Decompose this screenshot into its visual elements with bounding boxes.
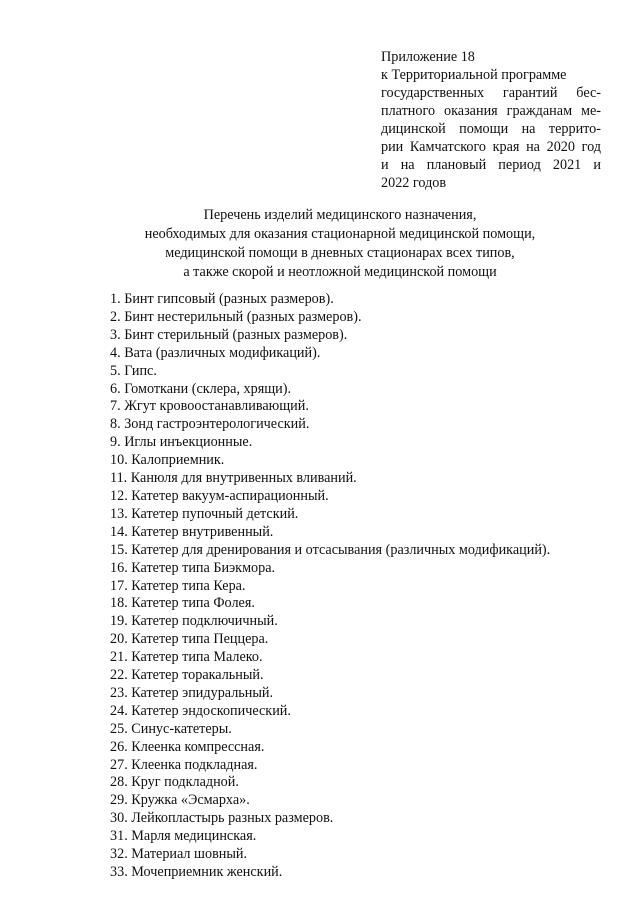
list-item: 1. Бинт гипсовый (разных размеров). <box>110 291 334 307</box>
list-item: 19. Катетер подключичный. <box>110 613 278 630</box>
list-item: 9. Иглы инъекционные. <box>110 434 253 451</box>
title-line: медицинской помощи в дневных стационарах всех типов, <box>165 245 515 261</box>
list-item: 30. Лейкопластырь разных размеров. <box>110 810 334 827</box>
list-item: 17. Катетер типа Кера. <box>110 577 246 594</box>
appendix-header <box>381 48 601 192</box>
list-item: 24. Катетер эндоскопический. <box>110 702 291 719</box>
appendix-line: Приложение 18 <box>381 49 475 65</box>
list-item: 27. Клеенка подкладная. <box>110 756 258 773</box>
title-line: Перечень изделий медицинского назначения, <box>203 207 477 223</box>
list-item: 3. Бинт стерильный (разных размеров). <box>110 326 348 343</box>
list-item: 15. Катетер для дренирования и отсасывания (различных модификаций). <box>110 541 551 558</box>
list-item: 32. Материал шовный. <box>110 846 248 863</box>
list-item: 33. Мочеприемник женский. <box>110 864 283 880</box>
appendix-line: платного оказания гражданам ме- <box>381 103 601 119</box>
list-item: 2. Бинт нестерильный (разных размеров). <box>110 308 362 325</box>
items-list <box>110 291 550 882</box>
list-item: 28. Круг подкладной. <box>110 774 239 791</box>
list-item: 29. Кружка «Эсмарха». <box>110 792 250 809</box>
list-item: 5. Гипс. <box>110 362 157 379</box>
title-line: необходимых для оказания стационарной медицинской помощи, <box>144 226 536 242</box>
document-title <box>100 206 580 282</box>
appendix-line: к Территориальной программе <box>381 67 567 83</box>
list-item: 31. Марля медицинская. <box>110 828 257 845</box>
list-item: 26. Клеенка компрессная. <box>110 738 265 755</box>
list-item: 20. Катетер типа Пеццера. <box>110 631 269 648</box>
list-item: 11. Канюля для внутривенных вливаний. <box>110 470 357 487</box>
appendix-line: рии Камчатского края на 2020 год <box>381 139 601 155</box>
appendix-line: 2022 годов <box>381 175 447 191</box>
list-item: 6. Гомоткани (склера, хрящи). <box>110 380 292 397</box>
list-item: 8. Зонд гастроэнтерологический. <box>110 416 310 433</box>
title-line: а также скорой и неотложной медицинской помощи <box>183 264 497 280</box>
list-item: 21. Катетер типа Малеко. <box>110 649 263 666</box>
appendix-line: дицинской помощи на террито- <box>381 121 601 137</box>
list-item: 10. Калоприемник. <box>110 452 225 469</box>
list-item: 12. Катетер вакуум-аспирационный. <box>110 487 329 504</box>
appendix-line: и на плановый период 2021 и <box>381 157 601 173</box>
list-item: 25. Синус-катетеры. <box>110 720 232 737</box>
list-item: 23. Катетер эпидуральный. <box>110 684 274 701</box>
list-item: 4. Вата (различных модификаций). <box>110 344 321 361</box>
list-item: 7. Жгут кровоостанавливающий. <box>110 398 309 415</box>
list-item: 22. Катетер торакальный. <box>110 667 264 684</box>
list-item: 13. Катетер пупочный детский. <box>110 505 299 522</box>
list-item: 18. Катетер типа Фолея. <box>110 595 255 612</box>
list-item: 14. Катетер внутривенный. <box>110 523 274 540</box>
appendix-line: государственных гарантий бес- <box>381 85 601 101</box>
list-item: 16. Катетер типа Биэкмора. <box>110 559 276 576</box>
